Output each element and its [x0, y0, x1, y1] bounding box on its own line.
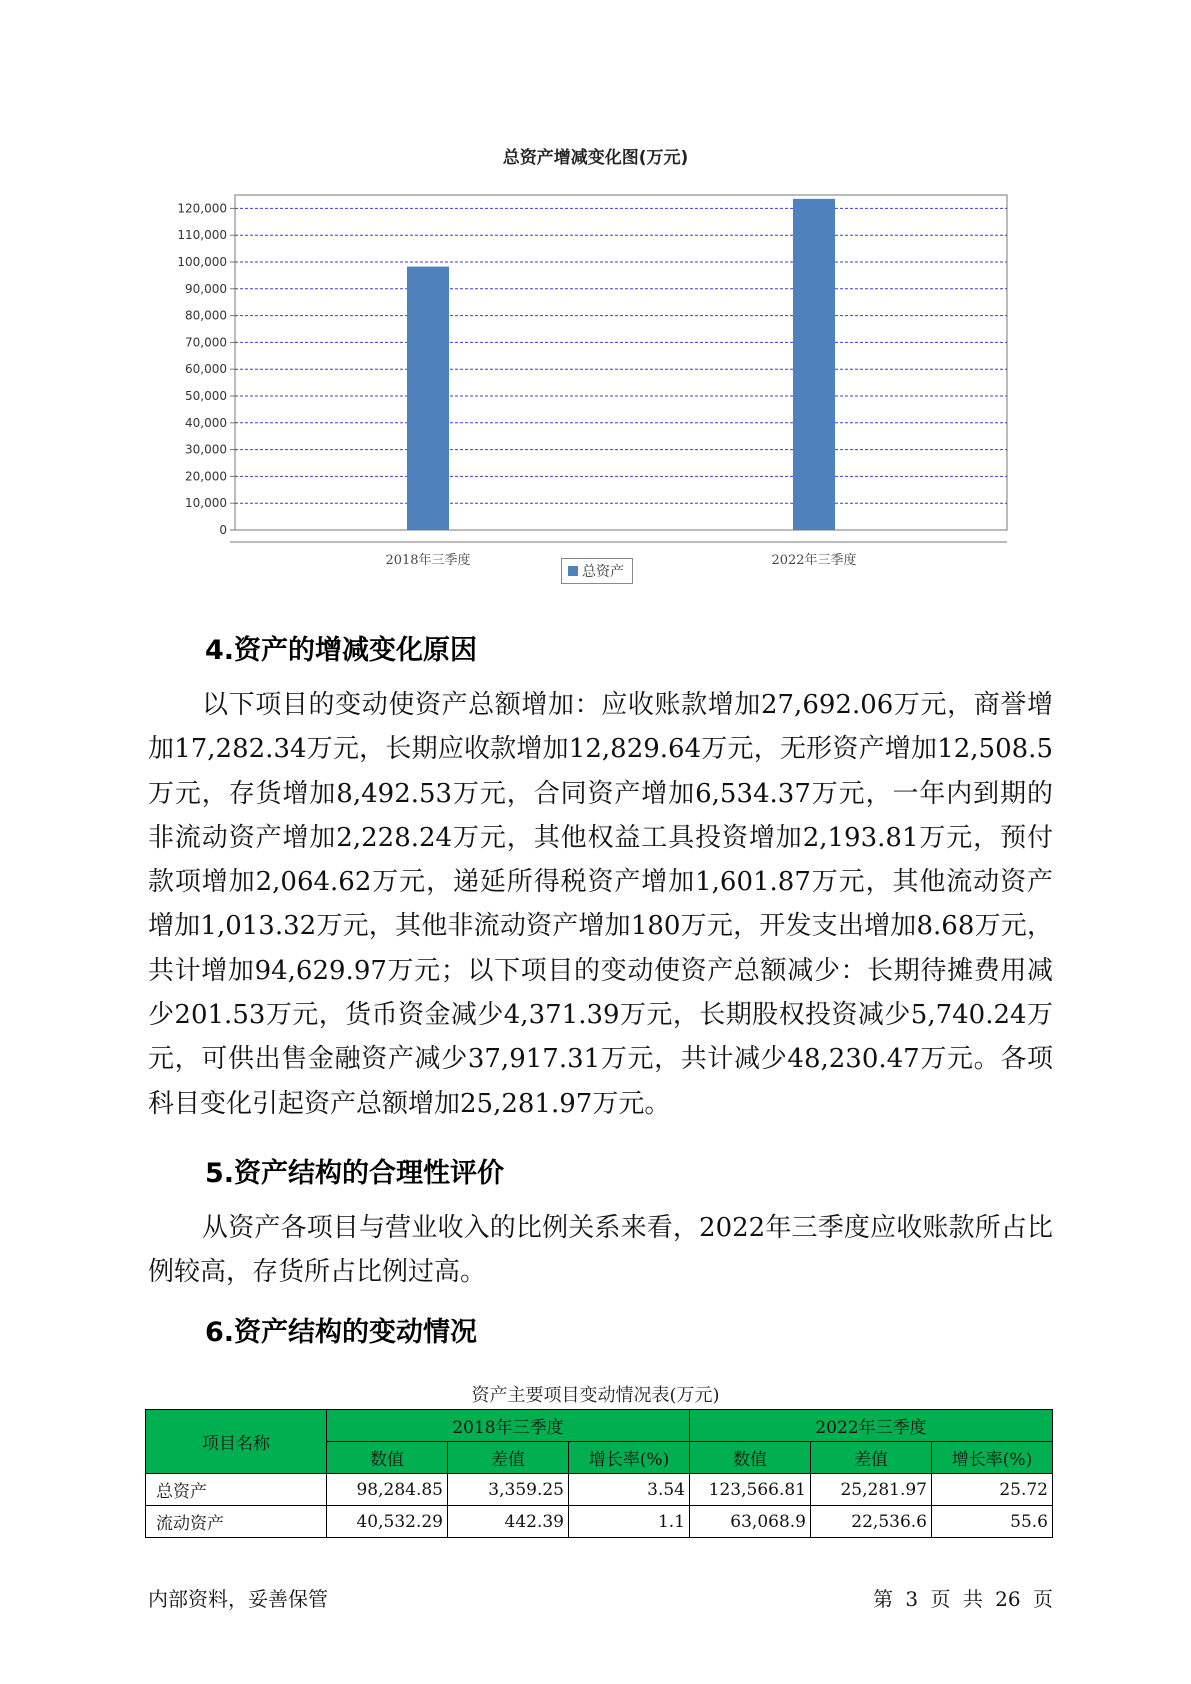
table-cell: 22,536.6	[811, 1506, 932, 1538]
table-caption: 资产主要项目变动情况表(万元)	[471, 1385, 720, 1406]
y-tick-label: 90,000	[185, 281, 227, 296]
footer-note: 内部资料，妥善保管	[148, 1587, 328, 1611]
bar	[407, 267, 449, 530]
header-diff: 差值	[448, 1442, 569, 1474]
row-label: 总资产	[146, 1474, 327, 1506]
header-item-name: 项目名称	[146, 1410, 327, 1474]
y-tick-label: 40,000	[185, 415, 227, 430]
y-tick-label: 50,000	[185, 389, 227, 403]
table-cell: 40,532.29	[327, 1506, 448, 1538]
table-cell: 63,068.9	[690, 1506, 811, 1538]
y-tick-label: 100,000	[177, 255, 227, 269]
table-cell: 25.72	[932, 1474, 1053, 1506]
header-period-2018: 2018年三季度	[327, 1410, 690, 1442]
row-label: 流动资产	[146, 1506, 327, 1538]
y-tick-label: 110,000	[177, 228, 227, 243]
legend-swatch	[568, 566, 578, 576]
section-heading-5: 5.资产结构的合理性评价	[205, 1158, 505, 1189]
y-tick-label: 120,000	[177, 201, 227, 216]
y-tick-label: 80,000	[185, 308, 227, 323]
table-cell: 442.39	[448, 1506, 569, 1538]
y-tick-label: 0	[219, 523, 227, 537]
header-value: 数值	[690, 1442, 811, 1474]
table-header-row-1	[146, 1410, 1053, 1442]
table-cell: 1.1	[569, 1506, 690, 1538]
chart-legend	[561, 558, 633, 584]
header-growth: 增长率(%)	[932, 1442, 1053, 1474]
table-cell: 123,566.81	[690, 1474, 811, 1506]
chart-title: 总资产增减变化图(万元)	[502, 148, 689, 168]
y-tick-label: 60,000	[185, 362, 227, 377]
table-row	[146, 1474, 1053, 1506]
x-tick-label: 2018年三季度	[385, 553, 471, 568]
header-diff: 差值	[811, 1442, 932, 1474]
table-cell: 55.6	[932, 1506, 1053, 1538]
bar	[793, 199, 835, 530]
plot-area	[235, 195, 1007, 530]
y-tick-label: 70,000	[185, 335, 227, 350]
legend-label: 总资产	[582, 564, 624, 580]
y-tick-label: 10,000	[185, 496, 227, 511]
y-tick-label: 20,000	[185, 469, 227, 484]
table-cell: 98,284.85	[327, 1474, 448, 1506]
section-heading-4: 4.资产的增减变化原因	[205, 635, 478, 666]
bar-chart	[150, 185, 1020, 568]
page-number: 第 3 页 共 26 页	[873, 1587, 1053, 1611]
x-tick-label: 2022年三季度	[771, 553, 857, 568]
y-tick-label: 30,000	[185, 442, 227, 457]
header-period-2022: 2022年三季度	[690, 1410, 1053, 1442]
section-heading-6: 6.资产结构的变动情况	[205, 1317, 478, 1348]
table-cell: 3.54	[569, 1474, 690, 1506]
table-row	[146, 1506, 1053, 1538]
table-cell: 25,281.97	[811, 1474, 932, 1506]
table-cell: 3,359.25	[448, 1474, 569, 1506]
header-growth: 增长率(%)	[569, 1442, 690, 1474]
header-value: 数值	[327, 1442, 448, 1474]
section-paragraph-5: 从资产各项目与营业收入的比例关系来看，2022年三季度应收账款所占比例较高，存货所占比例过高。	[148, 1213, 1053, 1288]
asset-change-table	[145, 1409, 1053, 1538]
section-paragraph-4: 以下项目的变动使资产总额增加：应收账款增加27,692.06万元，商誉增加17,282.34万元，长期应收款增加12,829.64万元，无形资产增加12,508.5万元，存货增加8,492.53万元，合同资产增加6,534.37万元，一年内到期的非流动资产增加2,228.24万元，其他权益工具投资增加2,193.81万元，预付款项增加2,064.62万元，递延所得税资产增加1,601.87万元，其他流动资产增加1,013.32万元，其他非流动资产增加180万元，开发支出增加8.68万元，共计增加94,629.97万元；以下项目的变动使资产总额减少：长期待摊费用减少201.53万元，货币资金减少4,371.39万元，长期股权投资减少5,740.24万元，可供出售金融资产减少37,917.31万元，共计减少48,230.47万元。各项科目变化引起资产总额增加25,281.97万元。	[148, 690, 1053, 1119]
